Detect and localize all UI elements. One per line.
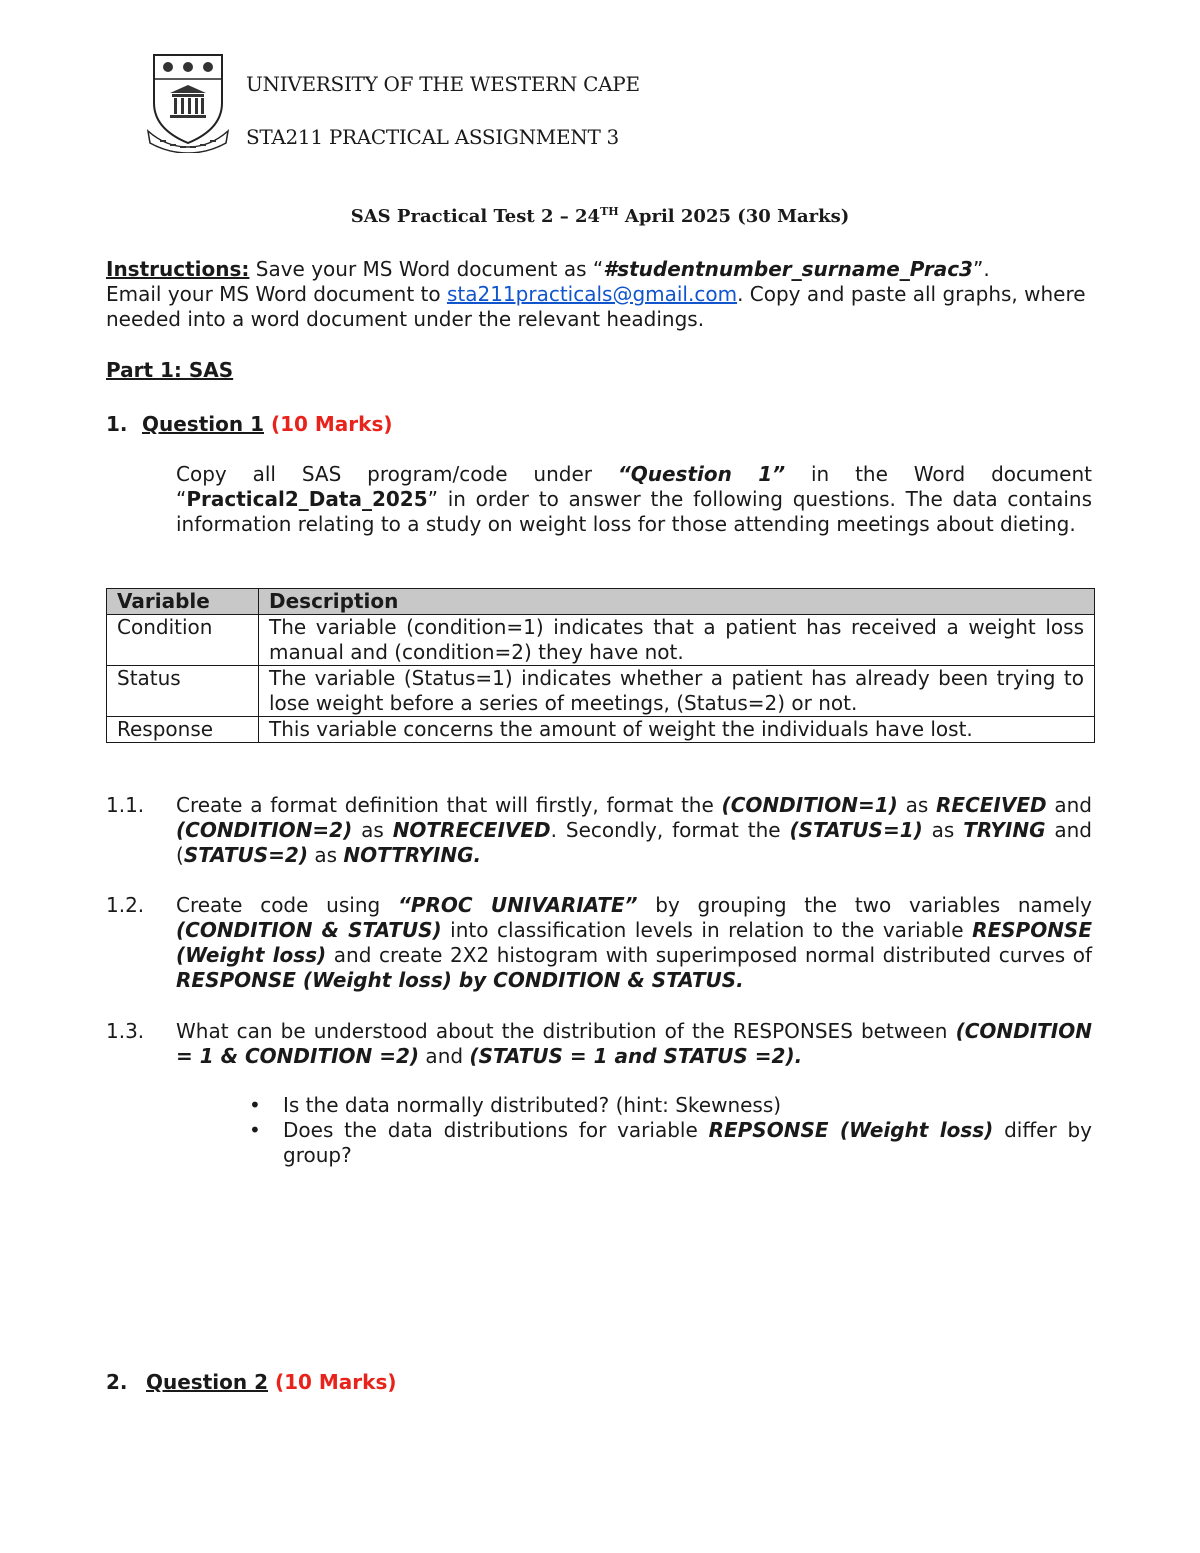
variable-table: [106, 588, 1095, 743]
variable-description: The variable (condition=1) indicates that a patient has received a weight loss manual and (condition=2) they have not.: [259, 615, 1095, 666]
university-name: UNIVERSITY OF THE WESTERN CAPE: [246, 72, 640, 96]
instructions-paragraph: Instructions: Save your MS Word document as “#studentnumber_surname_Prac3”. Email your MS Word document to sta211practicals@gmail.com. Copy and paste all graphs, where needed into a word document under the relevant headings.: [106, 257, 1086, 331]
subquestion-number: 1.2.: [106, 893, 145, 917]
filename-format: #studentnumber_surname_Prac3: [603, 257, 973, 281]
subquestion-1-1: Create a format definition that will firstly, format the (CONDITION=1) as RECEIVED and (CONDITION=2) as NOTRECEIVED. Secondly, format the (STATUS=1) as TRYING and (STATUS=2) as NOTTRYING.: [176, 793, 1093, 867]
assignment-title: STA211 PRACTICAL ASSIGNMENT 3: [246, 125, 619, 149]
variable-name: Response: [107, 717, 259, 743]
question1-body: Copy all SAS program/code under “Question 1” in the Word document “Practical2_Data_2025” in order to answer the following questions. The data contains information relating to a study on weight loss for those attending meetings about dieting.: [176, 462, 1092, 536]
question1-marks: (10 Marks): [270, 412, 393, 436]
list-item: • Does the data distributions for variable REPSONSE (Weight loss) differ by group?: [249, 1118, 1092, 1167]
question1-heading: 1. Question 1 (10 Marks): [106, 412, 393, 436]
table-row: [107, 666, 1095, 717]
header-description: Description: [259, 589, 1095, 615]
question2-marks: (10 Marks): [274, 1370, 397, 1394]
variable-name: Status: [107, 666, 259, 717]
subquestion-1-2: Create code using “PROC UNIVARIATE” by grouping the two variables namely (CONDITION & STATUS) into classification levels in relation to the variable RESPONSE (Weight loss) and create 2X2 histogram with superimposed normal distributed curves of RESPONSE (Weight loss) by CONDITION & STATUS.: [176, 893, 1092, 992]
bullet-icon: •: [249, 1118, 261, 1142]
question2-heading: 2. Question 2 (10 Marks): [106, 1370, 397, 1394]
bullet-icon: •: [249, 1093, 261, 1117]
part1-heading: Part 1: SAS: [106, 358, 234, 382]
variable-name: Condition: [107, 615, 259, 666]
variable-description: The variable (Status=1) indicates whether a patient has already been trying to lose weight before a series of meetings, (Status=2) or not.: [259, 666, 1095, 717]
table-row: [107, 615, 1095, 666]
bullet-list: [249, 1093, 1092, 1168]
subquestion-1-3: What can be understood about the distribution of the RESPONSES between (CONDITION = 1 & CONDITION =2) and (STATUS = 1 and STATUS =2).: [176, 1019, 1092, 1068]
header-variable: Variable: [107, 589, 259, 615]
table-header-row: [107, 589, 1095, 615]
university-crest-logo: [146, 51, 230, 153]
subquestion-number: 1.3.: [106, 1019, 145, 1043]
instructions-label: Instructions:: [106, 257, 250, 281]
email-link[interactable]: sta211practicals@gmail.com: [446, 282, 738, 306]
table-row: [107, 717, 1095, 743]
list-item: • Is the data normally distributed? (hint: Skewness): [249, 1093, 782, 1117]
subquestion-number: 1.1.: [106, 793, 145, 817]
test-title: SAS Practical Test 2 – 24TH April 2025 (30 Marks): [350, 205, 850, 227]
variable-description: This variable concerns the amount of weight the individuals have lost.: [259, 717, 1095, 743]
